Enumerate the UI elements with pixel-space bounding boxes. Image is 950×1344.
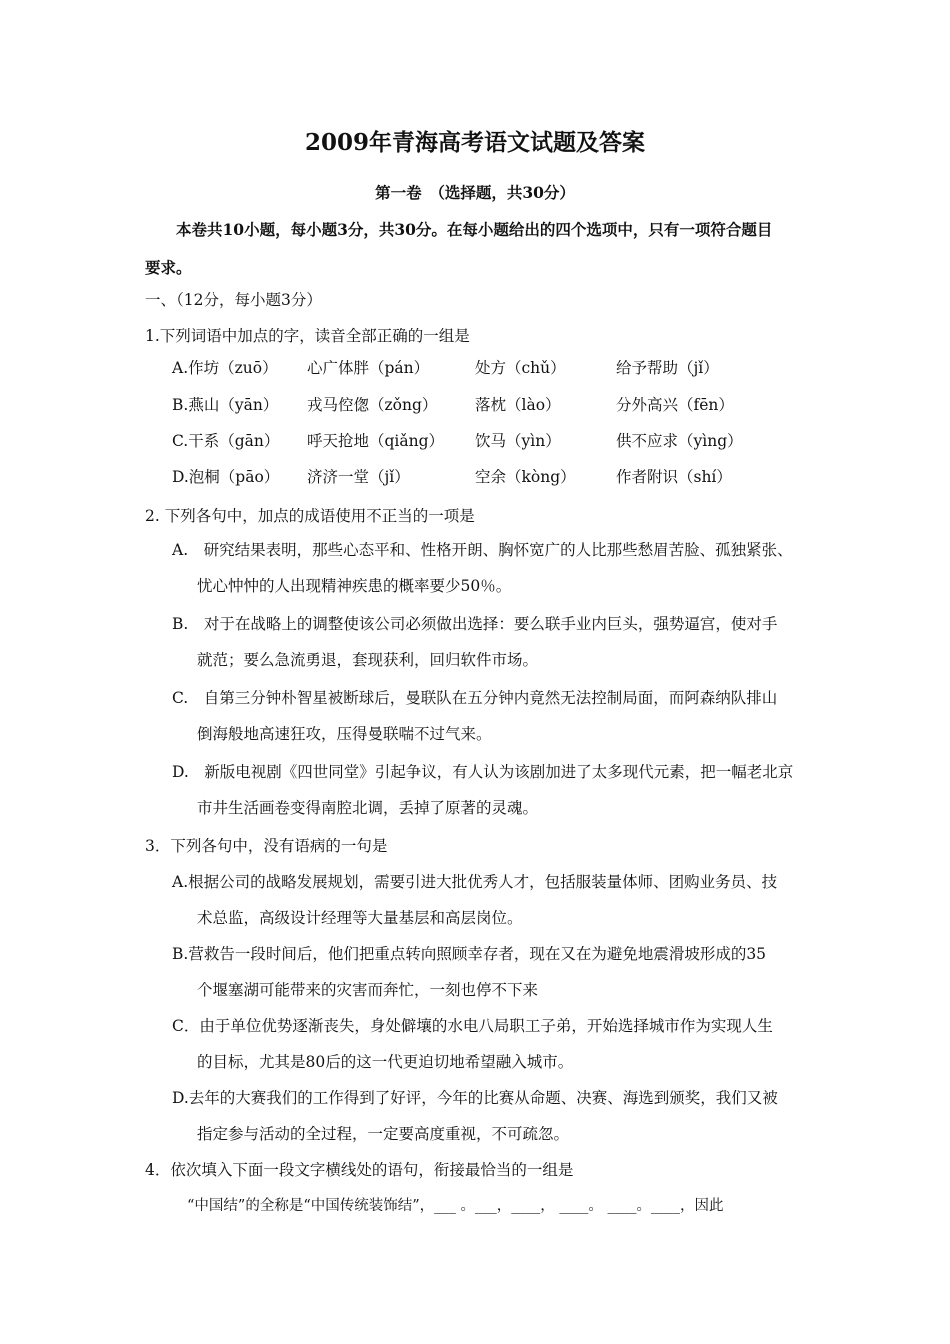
volume-heading: 第一卷 （选择题，共30分） — [375, 183, 575, 202]
q1-option-cell: 戎马倥偬（zǒng） — [307, 396, 438, 414]
q1-stem: 1.下列词语中加点的字，读音全部正确的一组是 — [145, 327, 470, 345]
q1-option-cell: 呼天抢地（qiǎng） — [307, 432, 445, 450]
q1-option-cell: B.燕山（yān） — [172, 396, 279, 414]
q1-option-cell: 给予帮助（jǐ） — [616, 359, 719, 377]
q3-option-b-line2: 个堰塞湖可能带来的灾害而奔忙，一刻也停不下来 — [197, 981, 539, 999]
q1-option-cell: 落枕（lào） — [475, 396, 561, 414]
q3-option-c-line1: C．由于单位优势逐渐丧失，身处僻壤的水电八局职工子弟，开始选择城市作为实现人生 — [172, 1017, 773, 1035]
q1-option-cell: 空余（kòng） — [475, 468, 576, 486]
q1-option-cell: 供不应求（yìng） — [616, 432, 743, 450]
q4-stem: 4．依次填入下面一段文字横线处的语句，衔接最恰当的一组是 — [145, 1161, 574, 1179]
q1-option-cell: 心广体胖（pán） — [307, 359, 430, 377]
q2-option-c-line2: 倒海般地高速狂攻，压得曼联喘不过气来。 — [197, 725, 492, 743]
q1-option-cell: C.干系（gān） — [172, 432, 280, 450]
q2-option-d-line2: 市井生活画卷变得南腔北调，丢掉了原著的灵魂。 — [197, 799, 539, 817]
q1-option-cell: 处方（chǔ） — [475, 359, 566, 377]
q2-option-d-line1: D. 新版电视剧《四世同堂》引起争议，有人认为该剧加进了太多现代元素，把一幅老北京 — [172, 763, 794, 781]
q3-option-a-line1: A.根据公司的战略发展规划，需要引进大批优秀人才，包括服装量体师、团购业务员、技 — [172, 873, 778, 891]
page-title: 2009年青海高考语文试题及答案 — [304, 129, 645, 156]
q3-option-a-line2: 术总监，高级设计经理等大量基层和高层岗位。 — [197, 909, 523, 927]
q3-option-d-line2: 指定参与活动的全过程，一定要高度重视，不可疏忽。 — [197, 1125, 570, 1143]
q2-option-a-line1: A. 研究结果表明，那些心态平和、性格开朗、胸怀宽广的人比那些愁眉苦脸、孤独紧张、 — [172, 541, 793, 559]
q1-option-cell: 济济一堂（jǐ） — [307, 468, 410, 486]
q2-option-a-line2: 忧心忡忡的人出现精神疾患的概率要少50％。 — [197, 577, 512, 595]
q3-option-b-line1: B.营救告一段时间后，他们把重点转向照顾幸存者，现在又在为避免地震滑坡形成的35 — [172, 945, 767, 963]
q2-option-b-line1: B. 对于在战略上的调整使该公司必须做出选择：要么联手业内巨头，强势逼宫，使对手 — [172, 615, 778, 633]
q3-option-c-line2: 的目标，尤其是80后的这一代更迫切地希望融入城市。 — [197, 1053, 574, 1071]
q3-option-d-line1: D.去年的大赛我们的工作得到了好评，今年的比赛从命题、决赛、海选到颁奖，我们又被 — [172, 1089, 778, 1107]
q2-option-b-line2: 就范；要么急流勇退，套现获利，回归软件市场。 — [197, 651, 539, 669]
q3-stem: 3．下列各句中，没有语病的一句是 — [145, 837, 388, 855]
q2-option-c-line1: C. 自第三分钟朴智星被断球后，曼联队在五分钟内竟然无法控制局面，而阿森纳队排山 — [172, 689, 778, 707]
intro-line-1: 本卷共10小题，每小题3分，共30分。在每小题给出的四个选项中，只有一项符合题目 — [176, 220, 773, 239]
intro-line-2: 要求。 — [145, 258, 192, 277]
q1-option-cell: D.泡桐（pāo） — [172, 468, 280, 486]
section-heading: 一、（12分，每小题3分） — [145, 291, 322, 309]
q1-option-cell: 饮马（yìn） — [475, 432, 561, 450]
q1-option-cell: A.作坊（zuō） — [172, 359, 278, 377]
q4-passage-line: “中国结”的全称是“中国传统装饰结”，___ 。___，____， ____。 ____。____，因此 — [187, 1198, 724, 1214]
q1-option-cell: 分外高兴（fēn） — [616, 396, 734, 414]
q1-option-cell: 作者附识（shí） — [616, 468, 732, 486]
q2-stem: 2. 下列各句中，加点的成语使用不正当的一项是 — [145, 507, 475, 525]
